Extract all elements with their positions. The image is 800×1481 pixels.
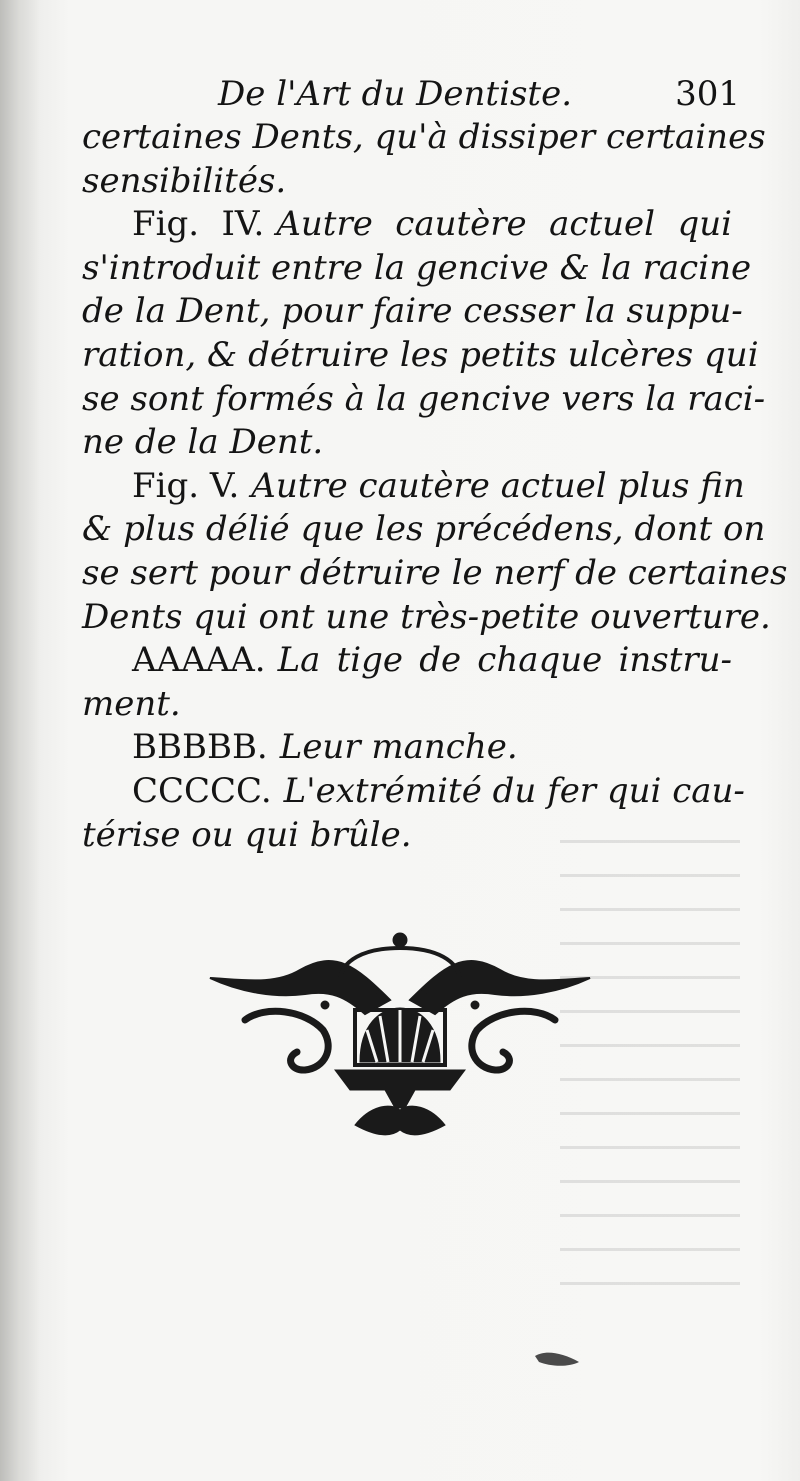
text-line: ment.	[82, 683, 181, 724]
ink-smudge	[533, 1348, 581, 1370]
entry-label: BBBBB.	[132, 727, 268, 768]
legend-entry-c: CCCCC. L'extrémité du fer qui cau-	[132, 770, 745, 811]
text-line: certaines Dents, qu'à dissiper certaines	[82, 117, 766, 157]
text-line: & plus délié que les précédens, dont on	[82, 509, 766, 550]
figure-entry-iv: Fig. IV. Autre cautère actuel qui	[132, 204, 732, 245]
text-line: ration, & détruire les petits ulcères qui	[82, 334, 759, 375]
text-line: de la Dent, pour faire cesser la suppu-	[82, 291, 743, 332]
entry-label: Fig. V.	[132, 465, 240, 506]
text-line: ne de la Dent.	[82, 422, 324, 463]
entry-label: AAAAA.	[132, 640, 266, 681]
text-line: térise ou qui brûle.	[82, 814, 412, 855]
text-line: se sont formés à la gencive vers la raci-	[82, 378, 766, 419]
shell-and-acanthus-fleuron-icon	[205, 930, 595, 1145]
text-line: sensibilités.	[82, 160, 287, 201]
entry-label: CCCCC.	[132, 770, 272, 811]
text-line: Dents qui ont une très-petite ouverture.	[82, 596, 771, 637]
legend-entry-b: BBBBB. Leur manche.	[132, 727, 518, 768]
page-gutter-shadow	[0, 0, 40, 1481]
text-line: s'introduit entre la gencive & la racine	[82, 247, 752, 288]
figure-entry-v: Fig. V. Autre cautère actuel plus fin	[132, 465, 745, 506]
legend-entry-a: AAAAA. La tige de chaque instru-	[132, 640, 732, 681]
page-number: 301	[675, 74, 740, 114]
entry-label: Fig. IV.	[132, 204, 265, 245]
text-line: se sert pour détruire le nerf de certaines	[82, 552, 788, 593]
body-text	[82, 116, 788, 857]
running-title: De l'Art du Dentiste.	[218, 74, 573, 114]
running-header	[80, 72, 740, 116]
